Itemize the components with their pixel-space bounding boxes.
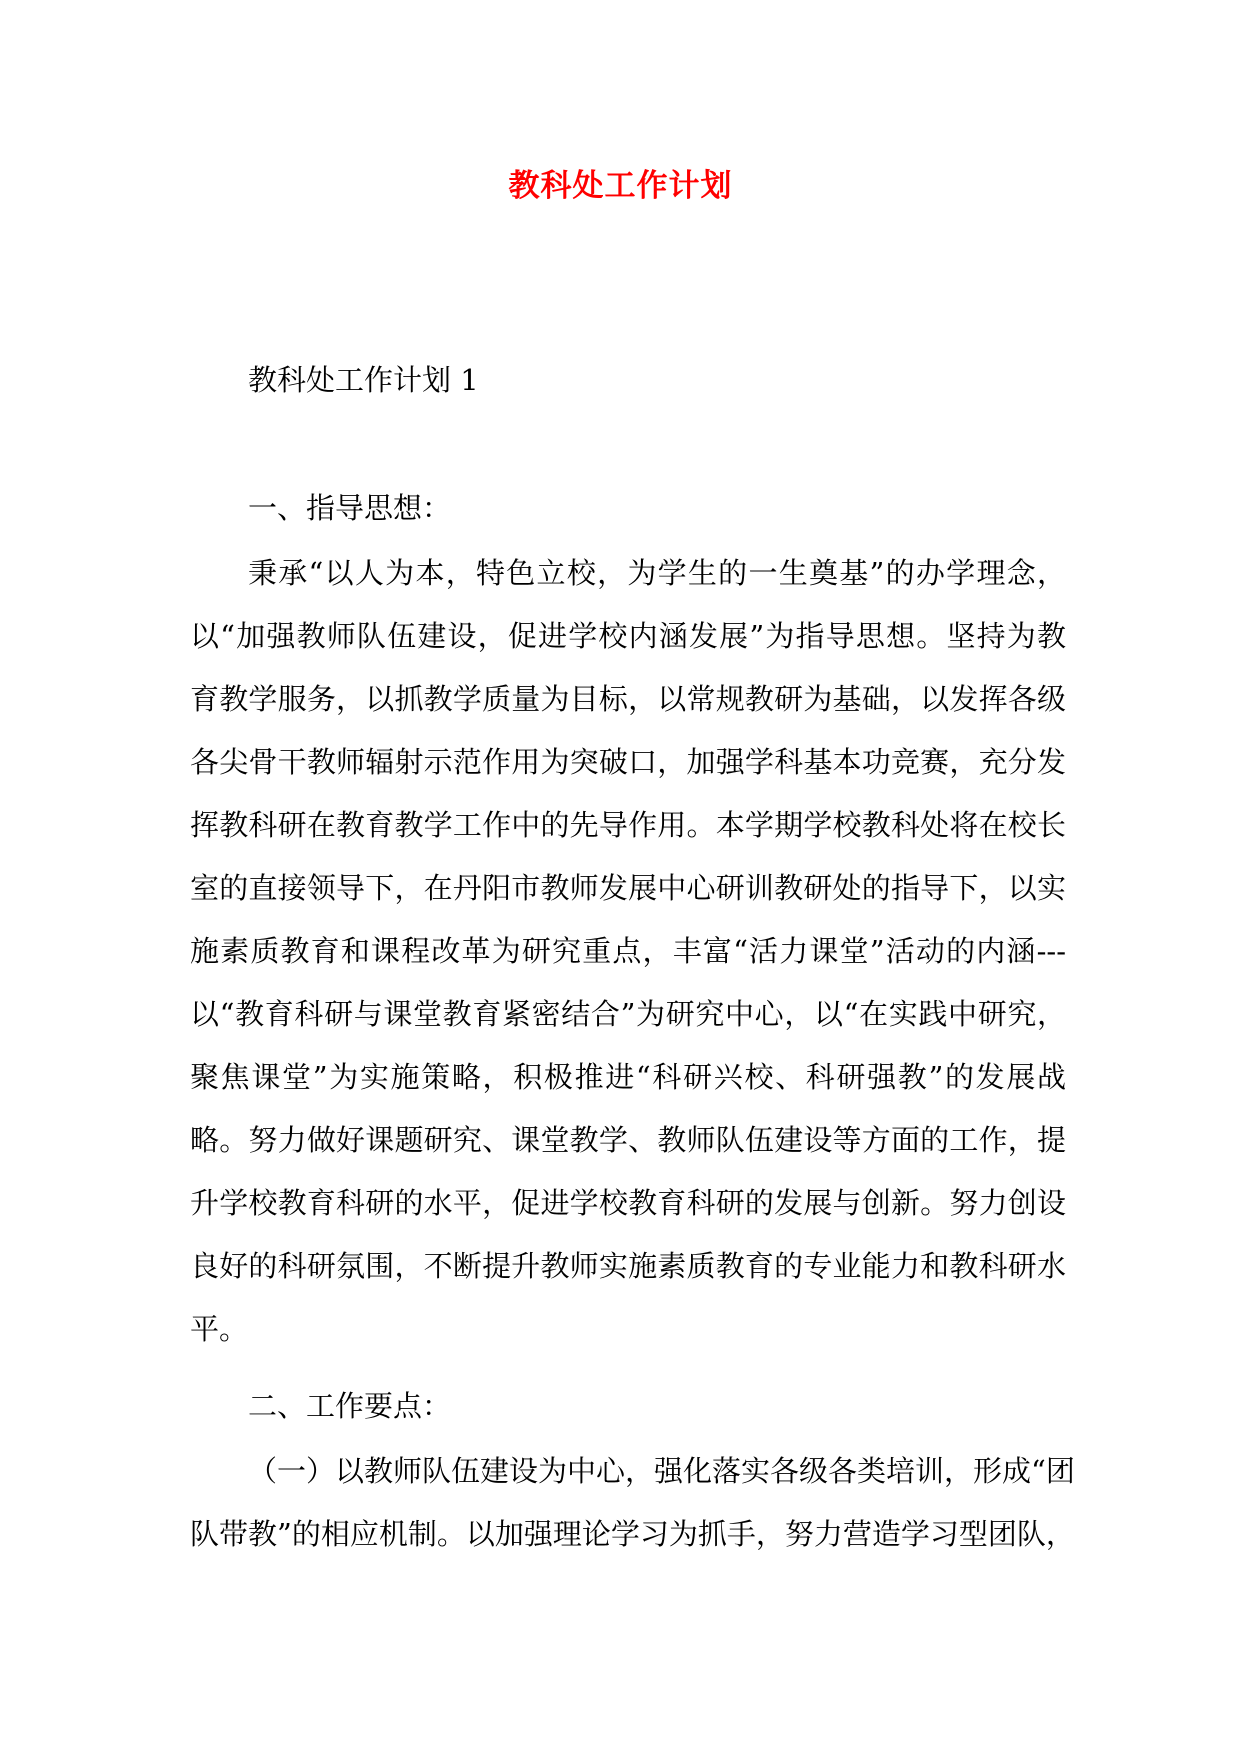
paragraph-line: 室的直接领导下，在丹阳市教师发展中心研训教研处的指导下，以实 — [190, 871, 1066, 905]
section-heading-guiding-thought: 一、指导思想： — [248, 491, 452, 525]
section-heading-work-points: 二、工作要点： — [248, 1389, 452, 1423]
paragraph-line: 以“加强教师队伍建设，促进学校内涵发展”为指导思想。坚持为教 — [190, 619, 1066, 653]
section-heading-plan-1: 教科处工作计划 1 — [248, 363, 479, 397]
paragraph-line: 以“教育科研与课堂教育紧密结合”为研究中心，以“在实践中研究， — [190, 997, 1066, 1031]
paragraph-line: 施素质教育和课程改革为研究重点，丰富“活力课堂”活动的内涵--- — [190, 934, 1066, 968]
paragraph-line: （一）以教师队伍建设为中心，强化落实各级各类培训，形成“团 — [248, 1454, 1075, 1488]
paragraph-line: 聚焦课堂”为实施策略，积极推进“科研兴校、科研强教”的发展战 — [190, 1060, 1066, 1094]
paragraph-line: 各尖骨干教师辐射示范作用为突破口，加强学科基本功竞赛，充分发 — [190, 745, 1066, 779]
paragraph-line: 秉承“以人为本，特色立校，为学生的一生奠基”的办学理念， — [248, 556, 1066, 590]
paragraph-line: 挥教科研在教育教学工作中的先导作用。本学期学校教科处将在校长 — [190, 808, 1066, 842]
paragraph-line: 平。 — [190, 1312, 249, 1346]
paragraph-line: 育教学服务，以抓教学质量为目标，以常规教研为基础，以发挥各级 — [190, 682, 1066, 716]
paragraph-line: 良好的科研氛围，不断提升教师实施素质教育的专业能力和教科研水 — [190, 1249, 1066, 1283]
document-title: 教科处工作计划 — [508, 168, 733, 204]
paragraph-line: 略。努力做好课题研究、课堂教学、教师队伍建设等方面的工作，提 — [190, 1123, 1066, 1157]
paragraph-line: 队带教”的相应机制。以加强理论学习为抓手，努力营造学习型团队， — [190, 1517, 1075, 1551]
paragraph-line: 升学校教育科研的水平，促进学校教育科研的发展与创新。努力创设 — [190, 1186, 1066, 1220]
